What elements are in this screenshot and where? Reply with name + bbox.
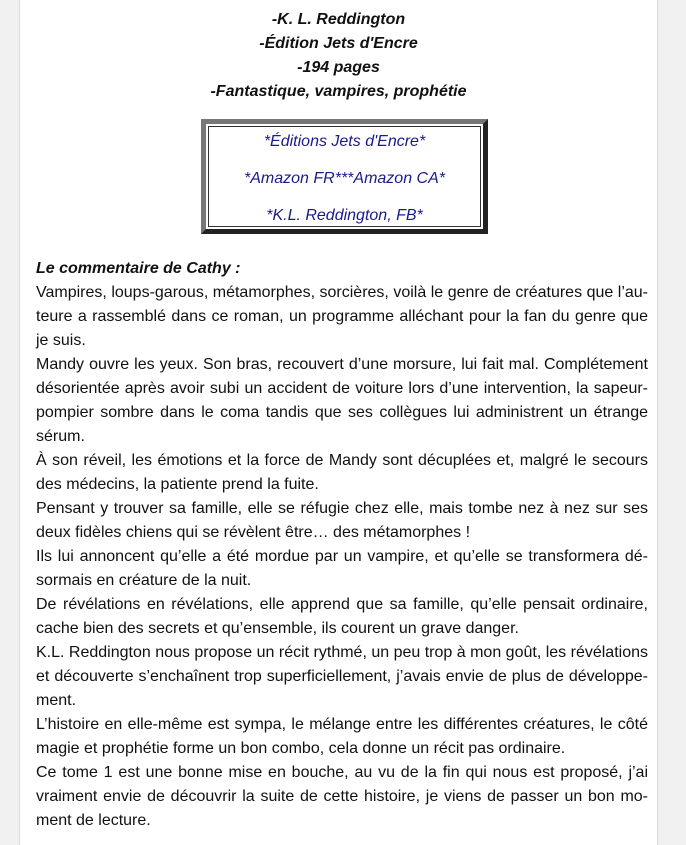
review-line: teure a rassemblé dans ce roman, un programme alléchant pour la fan du genre que [36,308,648,325]
review-line: deux fidèles chiens qui se révèlent être… des métamorphes ! [36,524,471,541]
links-box-inner [208,126,481,227]
review-line: Ce tome 1 est une bonne mise en bouche, au vu de la fin qui nous est proposé, j’ai [36,764,648,781]
review-line: des médecins, la patiente prend la fuite. [36,476,319,493]
review-line: je suis. [36,332,86,349]
link-author-facebook[interactable]: *K.L. Reddington, FB* [266,207,423,224]
book-info [20,8,657,104]
book-publisher: -Édition Jets d'Encre [259,35,418,52]
book-genre: -Fantastique, vampires, prophétie [210,83,467,100]
links-box [201,119,488,234]
review-line: Vampires, loups-garous, métamorphes, sorcières, voilà le genre de créatures que l’au- [36,284,648,301]
review-line: pompier sombre dans le coma tandis que ses collègues lui administrent un étrange [36,404,648,421]
review-line: ment. [36,692,77,709]
review-line: cache bien des secrets et qu’ensemble, ils courent un grave danger. [36,620,519,637]
review-heading: Le commentaire de Cathy : [36,260,241,277]
book-pages: -194 pages [297,59,380,76]
review-line: À son réveil, les émotions et la force de Mandy sont décuplées et, malgré le secours [36,452,648,469]
review-line: vraiment envie de découvrir la suite de cette histoire, je viens de passer un bon mo- [36,788,648,805]
link-publisher[interactable]: *Éditions Jets d'Encre* [263,133,426,150]
review-line: Mandy ouvre les yeux. Son bras, recouvert d’une morsure, lui fait mal. Complétement [36,356,648,373]
review-line: Ils lui annoncent qu’elle a été mordue par un vampire, et qu’elle se transformera dé- [36,548,648,565]
review-line: sormais en créature de la nuit. [36,572,252,589]
review-line: De révélations en révélations, elle apprend que sa famille, qu’elle pensait ordinaire, [36,596,648,613]
link-amazon[interactable]: *Amazon FR***Amazon CA* [244,170,445,187]
review-line: ment de lecture. [36,812,151,829]
review-line: désorientée après avoir subi un accident de voiture lors d’une intervention, la sapeur- [36,380,648,397]
review-line: K.L. Reddington nous propose un récit rythmé, un peu trop à mon goût, les révélations [36,644,648,661]
review-line: magie et prophétie forme un bon combo, cela donne un récit pas ordinaire. [36,740,566,757]
review-line: L’histoire en elle-même est sympa, le mélange entre les différentes créatures, le côté [36,716,648,733]
book-author: -K. L. Reddington [271,11,406,28]
review-line: sérum. [36,428,85,445]
review-line: Pensant y trouver sa famille, elle se réfugie chez elle, mais tombe nez à nez sur ses [36,500,648,517]
review-section [36,257,648,833]
review-line: et découverte s’enchaînent trop superficiellement, j’avais envie de plus de développe- [36,668,648,685]
article-page [19,0,658,845]
